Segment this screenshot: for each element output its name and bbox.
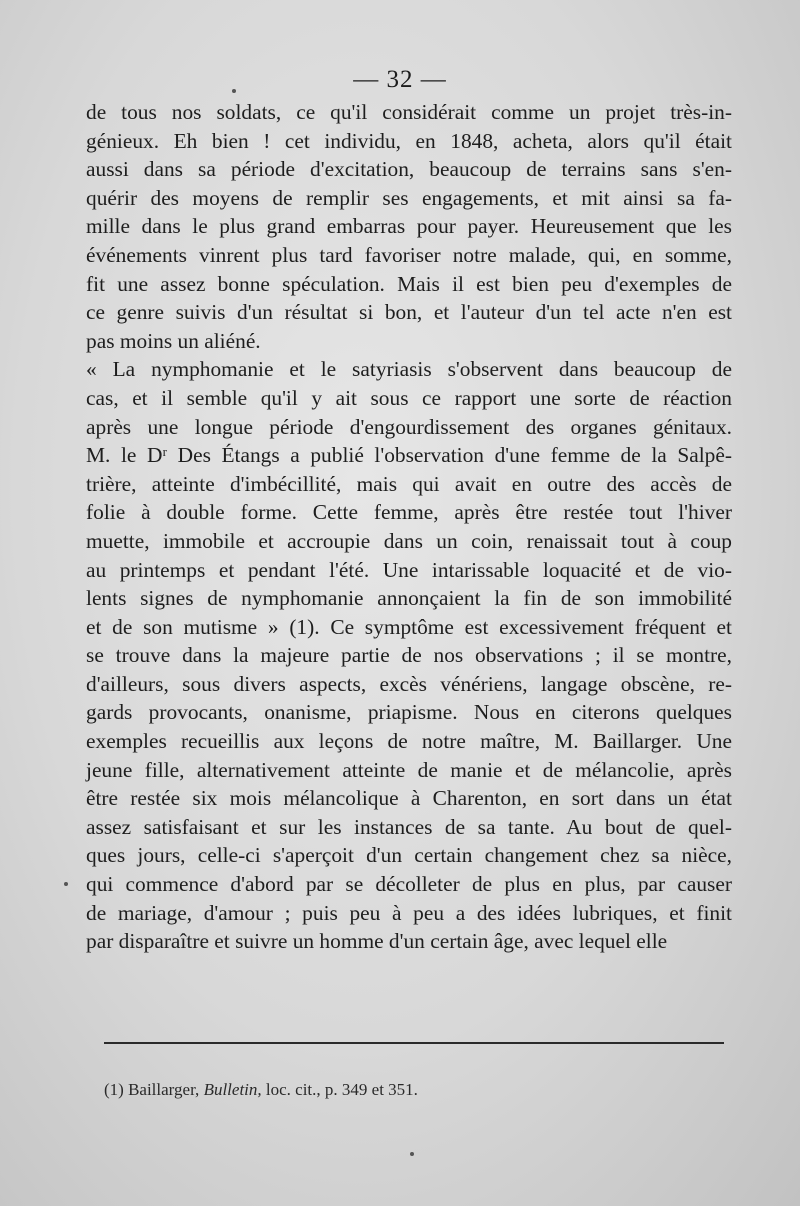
paper-speck <box>232 89 236 93</box>
text-line: jeune fille, alternativement atteinte de manie et de mélancolie, après <box>86 757 732 782</box>
text-line: se trouve dans la majeure partie de nos observations ; il se montre, <box>86 643 732 668</box>
text-line: de tous nos soldats, ce qu'il considérait comme un projet très-in- <box>86 100 732 124</box>
page-number: — 32 — <box>353 66 447 93</box>
text-line: qui commence d'abord par se décolleter de plus en plus, par causer <box>86 872 732 897</box>
text-line: cas, et il semble qu'il y ait sous ce rapport une sorte de réaction <box>86 385 732 410</box>
paper-speck <box>64 882 68 886</box>
text-line: muette, immobile et accroupie dans un coin, renaissait tout à coup <box>86 528 732 553</box>
text-line: pas moins un aliéné. <box>86 328 261 353</box>
text-line: être restée six mois mélancolique à Charenton, en sort dans un état <box>86 786 732 811</box>
text-line: d'ailleurs, sous divers aspects, excès vénériens, langage obscène, re- <box>86 671 732 696</box>
footnote-journal: Bulletin, <box>203 1080 262 1099</box>
text-line: gards provocants, onanisme, priapisme. Nous en citerons quelques <box>86 700 732 725</box>
text-line: fit une assez bonne spéculation. Mais il est bien peu d'exemples de <box>86 271 732 296</box>
text-line: événements vinrent plus tard favoriser notre malade, qui, en somme, <box>86 242 732 267</box>
footnote-separator <box>104 1042 724 1044</box>
text-line: au printemps et pendant l'été. Une intarissable loquacité et de vio- <box>86 557 732 582</box>
text-line: et de son mutisme » (1). Ce symptôme est excessivement fréquent et <box>86 614 732 639</box>
text-line: ques jours, celle-ci s'aperçoit d'un certain changement chez sa nièce, <box>86 843 732 868</box>
footnote-reference: loc. cit., p. 349 et 351. <box>265 1080 418 1099</box>
text-line: de mariage, d'amour ; puis peu à peu a des idées lubriques, et finit <box>86 900 732 925</box>
body-text <box>86 98 732 956</box>
footnote-author: Baillarger, <box>128 1080 200 1099</box>
text-line: par disparaître et suivre un homme d'un certain âge, avec lequel elle <box>86 929 668 954</box>
text-line: M. le Dʳ Des Étangs a publié l'observation d'une femme de la Salpê- <box>86 443 732 468</box>
text-line: mille dans le plus grand embarras pour payer. Heureusement que les <box>86 214 732 239</box>
footnote-marker: (1) <box>104 1080 124 1099</box>
text-line: lents signes de nymphomanie annonçaient la fin de son immobilité <box>86 586 732 611</box>
text-line: assez satisfaisant et sur les instances de sa tante. Au bout de quel- <box>86 814 732 839</box>
footnote <box>104 1080 418 1100</box>
text-line: trière, atteinte d'imbécillité, mais qui avait en outre des accès de <box>86 471 732 496</box>
text-line: exemples recueillis aux leçons de notre maître, M. Baillarger. Une <box>86 729 732 754</box>
text-line: génieux. Eh bien ! cet individu, en 1848, acheta, alors qu'il était <box>86 128 732 153</box>
text-line: folie à double forme. Cette femme, après être restée tout l'hiver <box>86 500 732 525</box>
text-line: « La nymphomanie et le satyriasis s'observent dans beaucoup de <box>86 357 732 382</box>
paper-speck <box>410 1152 414 1156</box>
text-line: après une longue période d'engourdissement des organes génitaux. <box>86 414 732 439</box>
text-line: quérir des moyens de remplir ses engagements, et mit ainsi sa fa- <box>86 185 732 210</box>
text-line: aussi dans sa période d'excitation, beaucoup de terrains sans s'en- <box>86 157 732 182</box>
text-line: ce genre suivis d'un résultat si bon, et l'auteur d'un tel acte n'en est <box>86 300 732 325</box>
